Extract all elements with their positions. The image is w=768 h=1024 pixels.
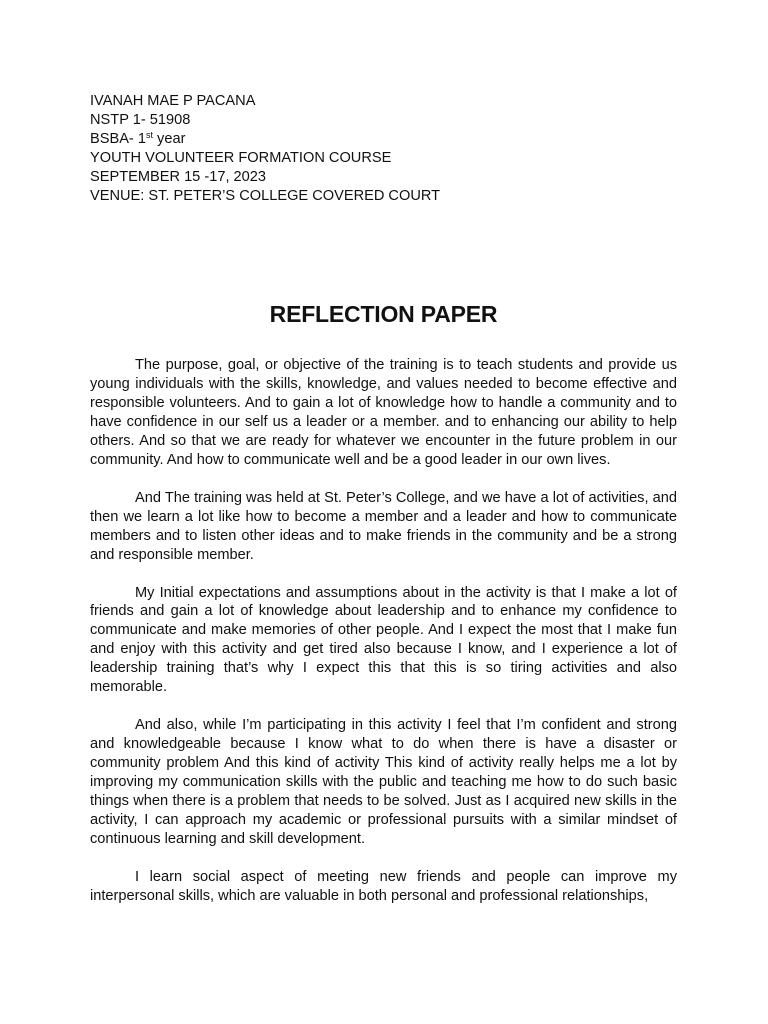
- paragraph-1: The purpose, goal, or objective of the training is to teach students and provide us young individuals with the skills, knowledge, and values needed to become effective and responsible volunteers. And to gain a lot of knowledge how to handle a community and to have confidence in our self us a leader or a member. and to enhancing our ability to help others. And so that we are ready for whatever we encounter in the future problem in our community. And how to communicate well and be a good leader in our own lives.: [90, 357, 677, 468]
- event-dates: SEPTEMBER 15 -17, 2023: [90, 168, 267, 185]
- program-year: [90, 130, 677, 149]
- document-header: [90, 92, 677, 205]
- document-page: [90, 92, 677, 904]
- document-body: [90, 356, 677, 925]
- paragraph-5: I learn social aspect of meeting new friends and people can improve my interpersonal skills, which are valuable in both personal and professional relationships,: [90, 868, 677, 904]
- program-prefix: BSBA- 1: [90, 130, 146, 147]
- program-ordinal: st: [145, 129, 153, 140]
- program-suffix: year: [152, 130, 186, 147]
- course-code: NSTP 1- 51908: [90, 111, 191, 128]
- event-venue: VENUE: ST. PETER’S COLLEGE COVERED COURT: [90, 187, 441, 204]
- paragraph-4: And also, while I’m participating in this activity I feel that I’m confident and strong and knowledgeable because I know what to do when there is have a disaster or community problem And this kind of activity This kind of activity really helps me a lot by improving my communication skills with the public and teaching me how to do such basic things when there is a problem that needs to be solved. Just as I acquired new skills in the activity, I can approach my academic or professional pursuits with a similar mindset of continuous learning and skill development.: [90, 717, 677, 847]
- paragraph-3: My Initial expectations and assumptions about in the activity is that I make a lot of friends and gain a lot of knowledge about leadership and to enhance my confidence to communicate and make memories of other people. And I expect the most that I make fun and enjoy with this activity and get tired also because I know, and I experience a lot of leadership training that’s why I expect this that this is so tiring activities and also memorable.: [90, 584, 677, 696]
- paragraph-2: And The training was held at St. Peter’s College, and we have a lot of activities, and then we learn a lot like how to become a member and a leader and how to communicate members and to listen other ideas and to make friends in the community and be a strong and responsible member.: [90, 489, 677, 563]
- page-title: REFLECTION PAPER: [269, 301, 498, 327]
- student-name: IVANAH MAE P PACANA: [90, 93, 256, 109]
- event-name: YOUTH VOLUNTEER FORMATION COURSE: [90, 149, 392, 166]
